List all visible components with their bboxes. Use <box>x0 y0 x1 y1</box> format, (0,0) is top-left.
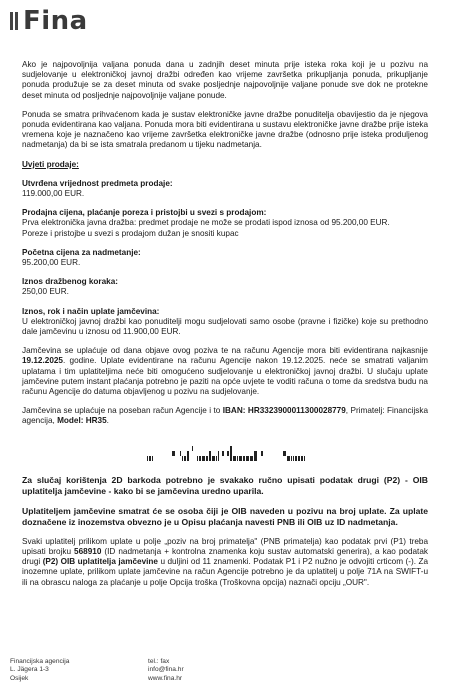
ref-text-b: (ID nadmetanja + kontrolna znamenka koju sustav automatski generira), a kao podatak drugi <box>22 546 428 567</box>
sale-line-1: Prva elektronička javna dražba: predmet prodaje ne može se prodati ispod iznosa od 95.200,00 EUR. <box>22 218 390 228</box>
paragraph-payment-reference <box>22 537 428 588</box>
barcode-image <box>145 441 305 461</box>
deposit-text: U elektroničkoj javnoj dražbi kao ponuditelji mogu sudjelovati samo osobe (pravne i fizičke) koje su prethodno dale jamčevinu u iznosu od 11.900,00 EUR. <box>22 316 428 337</box>
start-price-section <box>22 248 428 268</box>
footer-phone: tel.: fax <box>148 658 170 665</box>
ref-p2: (P2) OIB uplatitelja jamčevine <box>42 557 158 567</box>
iban-text-a: Jamčevina se uplaćuje na poseban račun Agencije i to <box>22 406 223 416</box>
paragraph-deposit-deadline <box>22 346 428 397</box>
iban-text-b: , Primatelj: Financijska agencija, <box>22 406 429 426</box>
deposit-section <box>22 307 428 338</box>
sale-label: Prodajna cijena, plaćanje poreza i pristojbi u svezi s prodajom: <box>22 208 267 218</box>
footer-email[interactable]: info@fina.hr <box>148 666 184 674</box>
ref-text-c: u duljini od 11 znamenki. Podatak P1 i P2 nužno je odvojiti crticom (-). Za inozemne uplate, prilikom uplate jamčevine na račun Agencije potrebno je da uplatitelj u polje 71A na SWIFT-u ili na obrascu naloga za plaćanje u polje Opcija troška (Troškovna opcija) naznači opciju „OUR". <box>22 557 428 587</box>
bid-step-text: 250,00 EUR. <box>22 287 69 297</box>
footer-org-street: L. Jägera 1-3 <box>10 666 49 674</box>
sale-section <box>22 208 428 239</box>
footer-website[interactable]: www.fina.hr <box>148 674 183 682</box>
footer-org-city: Osijek <box>10 674 29 682</box>
start-price-text: 95.200,00 EUR. <box>22 258 81 268</box>
iban-value: IBAN: HR3323900011300028779 <box>222 406 346 416</box>
logo-text: Fina <box>23 6 88 36</box>
document-body <box>22 60 428 597</box>
footer-org <box>10 658 69 683</box>
bid-step-section <box>22 277 428 297</box>
fina-logo <box>10 6 88 36</box>
start-price-label: Početna cijena za nadmetanje: <box>22 247 141 257</box>
sale-line-2: Poreze i pristojbe u svezi s prodajom dužan je snositi kupac <box>22 228 239 238</box>
footer-contact <box>148 658 184 683</box>
paragraph-acceptance: Ponuda se smatra prihvaćenom kada je sustav elektroničke javne dražbe ponuditelja obavijestio da je njegova ponuda evidentirana kao valjana. Ponuda mora biti evidentirana u sustavu elektroničke javne dražbe prije isteka vremena koje je naznačeno kao vrijeme završetka elektroničke javne dražbe (odnosno prije isteka produljenog nadmetanja) da bi se ista smatrala predanom u tijeku nadmetanja. <box>22 109 428 150</box>
note-2d-barcode: Za slučaj korištenja 2D barkoda potrebno je svakako ručno upisati podatak drugi (P2) - OIB uplatitelja jamčevine - kako bi se jamčevina uredno uparila. <box>22 474 428 496</box>
bid-step-label: Iznos dražbenog koraka: <box>22 277 118 287</box>
paragraph-extension: Ako je najpovoljnija valjana ponuda dana u zadnjih deset minuta prije isteka roka koji je u pozivu na sudjelovanje u elektroničkoj javnoj dražbi određen kao vrijeme završetka prikupljanja ponuda, prikupljanje ponuda produžuje se za deset minuta od svake posljednje najpovoljnije valjane ponude sve dok ne protekne deset minuta od posljednje najpovoljnije valjane ponude. <box>22 60 428 100</box>
ref-text-a: Svaki uplatitelj prilikom uplate u polje „poziv na broj primatelja" (PNB primatelja) kao podatak prvi (P1) treba upisati brojku <box>22 536 428 556</box>
conditions-heading: Uvjeti prodaje: <box>22 159 79 169</box>
iban-text-c: . <box>106 416 109 426</box>
value-label: Utvrđena vrijednost predmeta prodaje: <box>22 178 173 188</box>
paragraph-iban <box>22 406 428 426</box>
model-value: Model: HR35 <box>57 416 107 426</box>
deposit-label: Iznos, rok i način uplate jamčevina: <box>22 306 160 316</box>
value-text: 119.000,00 EUR. <box>22 189 85 199</box>
footer-org-name: Financijska agencija <box>10 658 70 665</box>
deadline-text-b: . godine. Uplate evidentirane na računu Agencije nakon 19.12.2025. neće se smatrati valjanim uplatama i tim uplatiteljima neće biti omogućeno sudjelovanje u elektroničkoj javnoj dražbi. U slučaju uplate jamčevine putem instant plaćanja potrebno je paziti na opće uvjete te voditi računa o tome da sredstva budu na računu Agencije do datuma objavljenog u pozivu na sudjelovanje. <box>22 356 428 397</box>
value-section <box>22 179 428 199</box>
logo-bars-icon <box>10 12 20 30</box>
deadline-text-a: Jamčevina se uplaćuje od dana objave ovog poziva te na računu Agencije mora biti evidentirana najkasnije <box>22 346 428 356</box>
deadline-date: 19.12.2025 <box>22 356 63 366</box>
note-payer: Uplatiteljem jamčevine smatrat će se osoba čiji je OIB naveden u pozivu na broj uplate. Za uplate doznačene iz inozemstva obvezno je u Opisu plaćanja navesti PNB ili OIB uz ID nadmetanja. <box>22 505 428 527</box>
ref-number: 568910 <box>74 546 102 556</box>
